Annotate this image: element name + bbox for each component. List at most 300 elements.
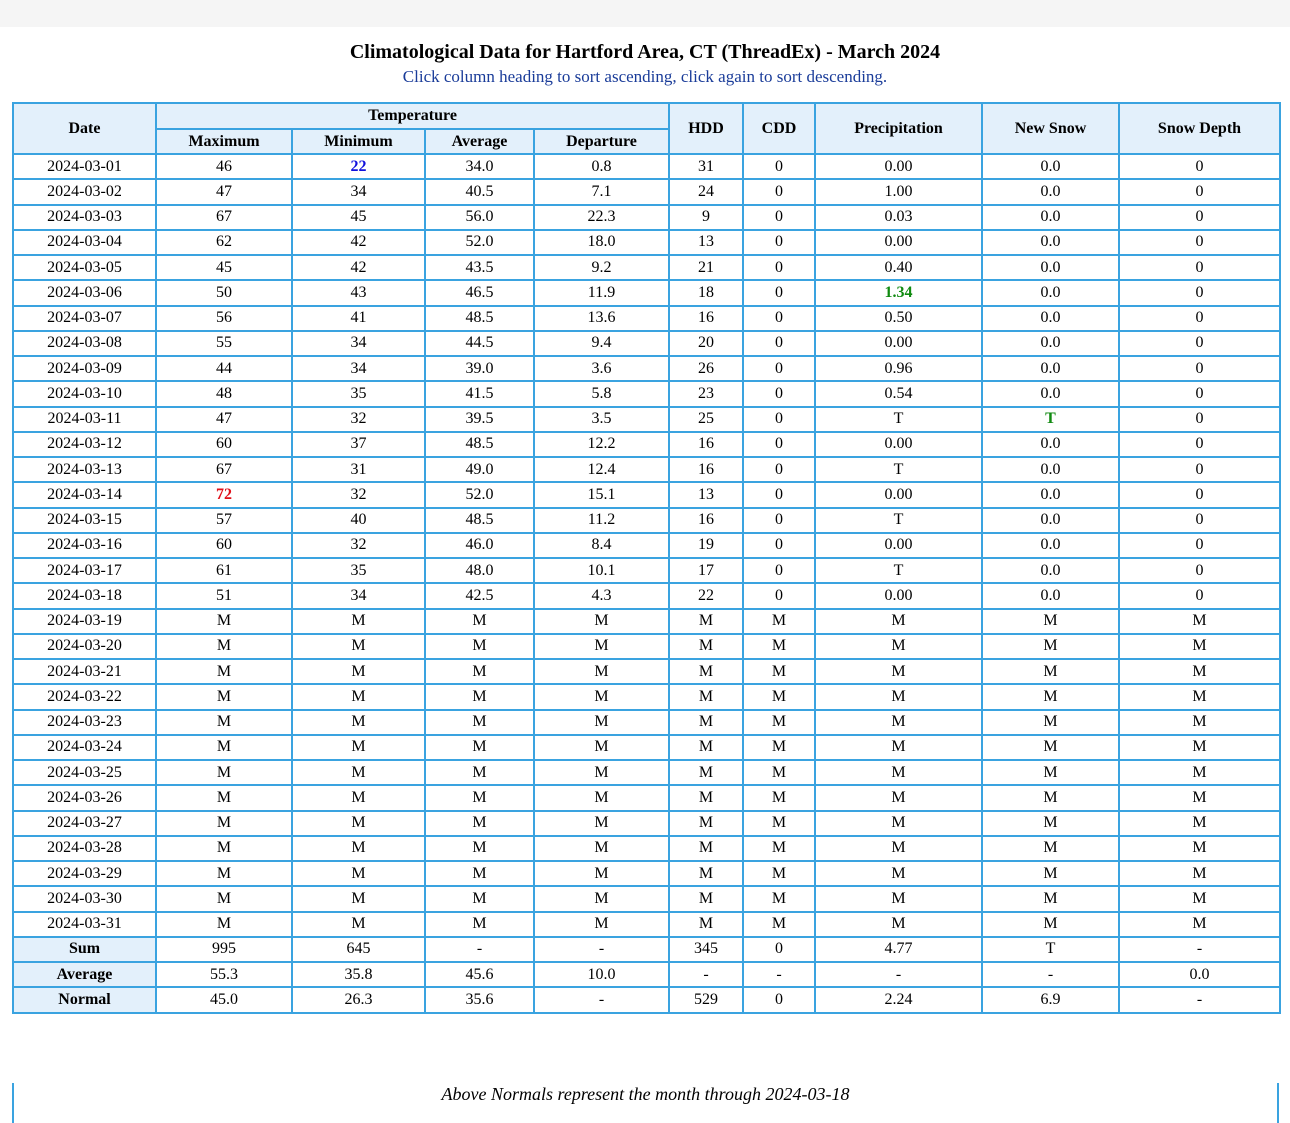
cell-hdd: 17 [669,558,743,583]
cell-cdd: M [743,735,815,760]
cell-date: 2024-03-22 [13,684,156,709]
cell-snow-depth: M [1119,760,1280,785]
cell-maximum: M [156,684,292,709]
cell-minimum: 43 [292,280,425,305]
cell-snow-depth: 0 [1119,558,1280,583]
cell-hdd: 16 [669,306,743,331]
cell-date: 2024-03-27 [13,811,156,836]
cell-hdd: M [669,836,743,861]
cell-precipitation: M [815,836,982,861]
cell-new-snow: 0.0 [982,179,1119,204]
cell-new-snow: 0.0 [982,356,1119,381]
cell-new-snow: 0.0 [982,154,1119,179]
cell-date: 2024-03-17 [13,558,156,583]
cell-date: 2024-03-21 [13,659,156,684]
summary-cell-maximum: 995 [156,937,292,962]
cell-cdd: 0 [743,154,815,179]
cell-average: 40.5 [425,179,534,204]
cell-new-snow: 0.0 [982,255,1119,280]
cell-date: 2024-03-15 [13,508,156,533]
cell-cdd: 0 [743,306,815,331]
cell-minimum: M [292,886,425,911]
table-row [13,785,1280,810]
summary-cell-hdd: - [669,962,743,987]
cell-minimum: M [292,861,425,886]
footnote: Above Normals represent the month through 2024-03-18 [12,1083,1279,1123]
column-header-departure[interactable]: Departure [534,129,669,154]
cell-minimum: M [292,684,425,709]
cell-hdd: M [669,811,743,836]
cell-new-snow: M [982,760,1119,785]
summary-cell-minimum: 35.8 [292,962,425,987]
cell-new-snow: M [982,634,1119,659]
cell-cdd: 0 [743,407,815,432]
summary-cell-average: 35.6 [425,987,534,1012]
cell-date: 2024-03-07 [13,306,156,331]
cell-new-snow: 0.0 [982,306,1119,331]
cell-precipitation: T [815,407,982,432]
cell-precipitation: 0.00 [815,533,982,558]
cell-hdd: 31 [669,154,743,179]
cell-maximum: M [156,710,292,735]
cell-cdd: M [743,912,815,937]
cell-precipitation: M [815,760,982,785]
cell-average: M [425,634,534,659]
cell-departure: 4.3 [534,583,669,608]
table-row [13,407,1280,432]
cell-snow-depth: 0 [1119,533,1280,558]
cell-precipitation: 1.00 [815,179,982,204]
cell-precipitation: 0.03 [815,205,982,230]
cell-cdd: 0 [743,457,815,482]
cell-cdd: 0 [743,280,815,305]
cell-cdd: M [743,811,815,836]
cell-date: 2024-03-25 [13,760,156,785]
table-row [13,836,1280,861]
cell-date: 2024-03-18 [13,583,156,608]
cell-average: M [425,710,534,735]
cell-departure: 15.1 [534,482,669,507]
cell-precipitation: M [815,609,982,634]
cell-maximum: 72 [156,482,292,507]
cell-new-snow: M [982,785,1119,810]
cell-hdd: M [669,861,743,886]
summary-cell-cdd: 0 [743,987,815,1012]
cell-departure: 8.4 [534,533,669,558]
table-row [13,912,1280,937]
cell-snow-depth: 0 [1119,230,1280,255]
cell-snow-depth: M [1119,785,1280,810]
cell-cdd: 0 [743,331,815,356]
cell-departure: M [534,912,669,937]
cell-average: 52.0 [425,482,534,507]
cell-snow-depth: 0 [1119,205,1280,230]
cell-average: 46.5 [425,280,534,305]
cell-cdd: 0 [743,381,815,406]
cell-minimum: 32 [292,533,425,558]
cell-maximum: M [156,785,292,810]
cell-departure: 7.1 [534,179,669,204]
table-row [13,179,1280,204]
cell-average: 43.5 [425,255,534,280]
cell-hdd: 22 [669,583,743,608]
cell-maximum: 44 [156,356,292,381]
cell-maximum: 62 [156,230,292,255]
cell-average: 52.0 [425,230,534,255]
browser-top-bar [0,0,1290,27]
cell-hdd: 9 [669,205,743,230]
summary-cell-average: 45.6 [425,962,534,987]
cell-date: 2024-03-31 [13,912,156,937]
cell-maximum: 55 [156,331,292,356]
cell-snow-depth: 0 [1119,482,1280,507]
cell-average: M [425,659,534,684]
cell-date: 2024-03-14 [13,482,156,507]
cell-hdd: 19 [669,533,743,558]
column-header-new-snow[interactable]: New Snow [982,103,1119,154]
cell-cdd: 0 [743,533,815,558]
table-row [13,255,1280,280]
column-header-average[interactable]: Average [425,129,534,154]
cell-minimum: 45 [292,205,425,230]
cell-cdd: 0 [743,230,815,255]
cell-maximum: M [156,861,292,886]
cell-minimum: M [292,735,425,760]
table-row [13,609,1280,634]
cell-hdd: M [669,785,743,810]
table-row [13,886,1280,911]
cell-departure: M [534,659,669,684]
table-row [13,684,1280,709]
cell-average: 48.5 [425,432,534,457]
cell-cdd: M [743,609,815,634]
cell-minimum: M [292,609,425,634]
cell-departure: 11.9 [534,280,669,305]
cell-date: 2024-03-05 [13,255,156,280]
column-header-snow-depth[interactable]: Snow Depth [1119,103,1280,154]
cell-maximum: M [156,634,292,659]
cell-date: 2024-03-13 [13,457,156,482]
cell-maximum: 67 [156,205,292,230]
table-row [13,558,1280,583]
cell-cdd: M [743,760,815,785]
table-row [13,432,1280,457]
cell-precipitation: M [815,886,982,911]
summary-cell-departure: - [534,937,669,962]
cell-average: 46.0 [425,533,534,558]
cell-departure: 5.8 [534,381,669,406]
summary-row [13,937,1280,962]
column-header-maximum[interactable]: Maximum [156,129,292,154]
cell-average: 48.0 [425,558,534,583]
summary-cell-hdd: 345 [669,937,743,962]
cell-cdd: M [743,659,815,684]
cell-new-snow: 0.0 [982,230,1119,255]
cell-cdd: 0 [743,482,815,507]
cell-departure: M [534,710,669,735]
table-row [13,381,1280,406]
cell-precipitation: T [815,457,982,482]
cell-precipitation: 0.00 [815,583,982,608]
cell-average: 39.5 [425,407,534,432]
cell-snow-depth: M [1119,684,1280,709]
cell-maximum: M [156,659,292,684]
summary-cell-precipitation: 4.77 [815,937,982,962]
cell-hdd: M [669,684,743,709]
cell-date: 2024-03-29 [13,861,156,886]
cell-precipitation: 1.34 [815,280,982,305]
cell-new-snow: M [982,609,1119,634]
cell-cdd: M [743,886,815,911]
table-row [13,331,1280,356]
cell-snow-depth: 0 [1119,457,1280,482]
cell-new-snow: M [982,735,1119,760]
cell-cdd: M [743,861,815,886]
cell-date: 2024-03-30 [13,886,156,911]
cell-maximum: M [156,811,292,836]
cell-departure: 9.2 [534,255,669,280]
cell-average: 44.5 [425,331,534,356]
cell-precipitation: 0.54 [815,381,982,406]
cell-snow-depth: 0 [1119,154,1280,179]
cell-departure: 22.3 [534,205,669,230]
cell-new-snow: 0.0 [982,533,1119,558]
cell-departure: 12.4 [534,457,669,482]
column-header-precipitation[interactable]: Precipitation [815,103,982,154]
cell-average: M [425,886,534,911]
cell-minimum: 41 [292,306,425,331]
cell-snow-depth: 0 [1119,179,1280,204]
cell-new-snow: 0.0 [982,583,1119,608]
cell-cdd: M [743,710,815,735]
table-row [13,583,1280,608]
cell-new-snow: 0.0 [982,432,1119,457]
column-header-hdd[interactable]: HDD [669,103,743,154]
cell-precipitation: M [815,710,982,735]
cell-average: M [425,912,534,937]
cell-cdd: 0 [743,356,815,381]
column-header-cdd[interactable]: CDD [743,103,815,154]
cell-precipitation: 0.00 [815,432,982,457]
cell-minimum: M [292,785,425,810]
summary-cell-precipitation: 2.24 [815,987,982,1012]
cell-departure: M [534,861,669,886]
cell-cdd: 0 [743,179,815,204]
column-header-minimum[interactable]: Minimum [292,129,425,154]
cell-minimum: M [292,760,425,785]
sort-instructions: Click column heading to sort ascending, click again to sort descending. [402,67,888,86]
cell-cdd: 0 [743,205,815,230]
cell-minimum: 22 [292,154,425,179]
cell-precipitation: M [815,684,982,709]
cell-departure: 0.8 [534,154,669,179]
cell-snow-depth: M [1119,710,1280,735]
cell-cdd: 0 [743,432,815,457]
cell-new-snow: 0.0 [982,381,1119,406]
cell-snow-depth: M [1119,886,1280,911]
table-row [13,533,1280,558]
cell-snow-depth: 0 [1119,432,1280,457]
cell-maximum: 48 [156,381,292,406]
cell-cdd: M [743,684,815,709]
cell-snow-depth: M [1119,811,1280,836]
cell-departure: M [534,609,669,634]
summary-cell-precipitation: - [815,962,982,987]
cell-date: 2024-03-28 [13,836,156,861]
cell-maximum: M [156,609,292,634]
cell-maximum: M [156,735,292,760]
cell-hdd: 18 [669,280,743,305]
table-row [13,457,1280,482]
cell-maximum: 50 [156,280,292,305]
cell-cdd: 0 [743,255,815,280]
cell-average: M [425,861,534,886]
cell-new-snow: 0.0 [982,205,1119,230]
cell-snow-depth: 0 [1119,331,1280,356]
cell-minimum: 35 [292,558,425,583]
table-row [13,356,1280,381]
cell-snow-depth: M [1119,836,1280,861]
cell-average: 41.5 [425,381,534,406]
cell-snow-depth: M [1119,912,1280,937]
cell-date: 2024-03-03 [13,205,156,230]
cell-average: M [425,735,534,760]
cell-precipitation: M [815,861,982,886]
cell-snow-depth: 0 [1119,381,1280,406]
cell-date: 2024-03-04 [13,230,156,255]
cell-precipitation: 0.00 [815,230,982,255]
cell-hdd: M [669,886,743,911]
cell-minimum: M [292,659,425,684]
cell-hdd: 16 [669,508,743,533]
cell-hdd: M [669,735,743,760]
table-row [13,306,1280,331]
cell-new-snow: 0.0 [982,482,1119,507]
cell-maximum: M [156,836,292,861]
cell-precipitation: 0.00 [815,482,982,507]
cell-maximum: M [156,760,292,785]
cell-hdd: M [669,760,743,785]
cell-departure: M [534,785,669,810]
cell-new-snow: M [982,684,1119,709]
cell-minimum: 34 [292,179,425,204]
cell-departure: 10.1 [534,558,669,583]
cell-precipitation: M [815,659,982,684]
summary-cell-snow-depth: - [1119,987,1280,1012]
cell-minimum: 40 [292,508,425,533]
table-row [13,659,1280,684]
table-body [13,154,1280,1013]
table-row [13,811,1280,836]
cell-hdd: 26 [669,356,743,381]
climate-data-table [12,102,1281,1014]
cell-hdd: 23 [669,381,743,406]
cell-new-snow: 0.0 [982,558,1119,583]
cell-precipitation: 0.96 [815,356,982,381]
table-row [13,482,1280,507]
cell-date: 2024-03-26 [13,785,156,810]
cell-date: 2024-03-16 [13,533,156,558]
summary-label: Normal [13,987,156,1012]
summary-label: Sum [13,937,156,962]
cell-precipitation: 0.40 [815,255,982,280]
cell-new-snow: M [982,886,1119,911]
cell-date: 2024-03-08 [13,331,156,356]
cell-departure: 3.6 [534,356,669,381]
cell-maximum: 51 [156,583,292,608]
cell-precipitation: 0.00 [815,331,982,356]
cell-date: 2024-03-23 [13,710,156,735]
cell-snow-depth: 0 [1119,356,1280,381]
cell-snow-depth: 0 [1119,583,1280,608]
summary-cell-snow-depth: - [1119,937,1280,962]
summary-cell-new-snow: T [982,937,1119,962]
cell-hdd: 13 [669,482,743,507]
cell-precipitation: T [815,558,982,583]
table-row [13,710,1280,735]
summary-cell-departure: - [534,987,669,1012]
table-row [13,735,1280,760]
cell-precipitation: 0.00 [815,154,982,179]
cell-precipitation: M [815,785,982,810]
cell-maximum: 47 [156,407,292,432]
cell-departure: M [534,836,669,861]
cell-snow-depth: 0 [1119,306,1280,331]
summary-cell-snow-depth: 0.0 [1119,962,1280,987]
cell-snow-depth: 0 [1119,255,1280,280]
cell-precipitation: M [815,634,982,659]
table-row [13,205,1280,230]
cell-date: 2024-03-19 [13,609,156,634]
cell-departure: 12.2 [534,432,669,457]
cell-hdd: 16 [669,432,743,457]
cell-hdd: 13 [669,230,743,255]
cell-new-snow: 0.0 [982,331,1119,356]
cell-maximum: 67 [156,457,292,482]
cell-snow-depth: 0 [1119,407,1280,432]
summary-cell-cdd: - [743,962,815,987]
cell-snow-depth: M [1119,659,1280,684]
cell-departure: 9.4 [534,331,669,356]
cell-average: M [425,811,534,836]
cell-date: 2024-03-06 [13,280,156,305]
summary-label: Average [13,962,156,987]
table-row [13,280,1280,305]
cell-date: 2024-03-02 [13,179,156,204]
cell-maximum: 60 [156,533,292,558]
summary-cell-departure: 10.0 [534,962,669,987]
table-row [13,508,1280,533]
cell-new-snow: M [982,659,1119,684]
cell-maximum: 61 [156,558,292,583]
column-header-date[interactable]: Date [13,103,156,154]
cell-new-snow: 0.0 [982,508,1119,533]
table-row [13,760,1280,785]
cell-departure: 3.5 [534,407,669,432]
cell-hdd: 25 [669,407,743,432]
summary-cell-maximum: 45.0 [156,987,292,1012]
cell-minimum: 34 [292,331,425,356]
cell-snow-depth: M [1119,735,1280,760]
cell-date: 2024-03-11 [13,407,156,432]
cell-minimum: 37 [292,432,425,457]
cell-minimum: 42 [292,230,425,255]
cell-cdd: 0 [743,508,815,533]
cell-precipitation: 0.50 [815,306,982,331]
cell-snow-depth: 0 [1119,508,1280,533]
cell-average: 34.0 [425,154,534,179]
cell-maximum: 57 [156,508,292,533]
